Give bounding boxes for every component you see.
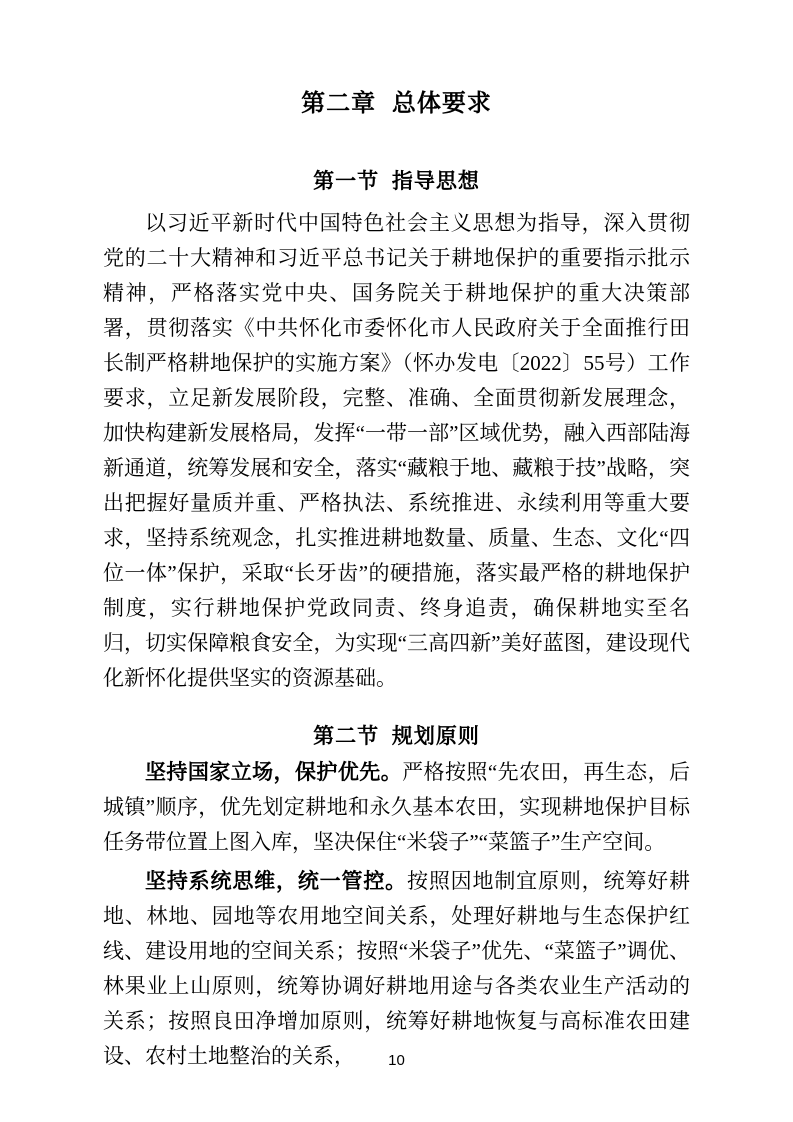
section-2-paragraph-2 [103,864,690,1074]
section-2-title: 第二节 规划原则 [313,725,480,748]
page-number: 10 [388,1052,405,1069]
paragraph-1-lead: 坚持国家立场，保护优先。 [145,761,403,784]
section-1-paragraph: 以习近平新时代中国特色社会主义思想为指导，深入贯彻党的二十大精神和习近平总书记关于耕地保护的重要指示批示精神，严格落实党中央、国务院关于耕地保护的重大决策部署，贯彻落实《中共怀化市委怀化市人民政府关于全面推行田长制严格耕地保护的实施方案》（怀办发电〔2022〕55号）工作要求，立足新发展阶段，完整、准确、全面贯彻新发展理念，加快构建新发展格局，发挥“一带一部”区域优势，融入西部陆海新通道，统筹发展和安全，落实“藏粮于地、藏粮于技”战略，突出把握好量质并重、严格执法、系统推进、永续利用等重大要求，坚持系统观念，扎实推进耕地数量、质量、生态、文化“四位一体”保护，采取“长牙齿”的硬措施，落实最严格的耕地保护制度，实行耕地保护党政同责、终身追责，确保耕地实至名归，切实保障粮食安全，为实现“三高四新”美好蓝图，建设现代化新怀化提供坚实的资源基础。 [103,211,690,690]
paragraph-1-text: 严格按照“先农田，再生态，后城镇”顺序，优先划定耕地和永久基本农田，实现耕地保护目标任务带位置上图入库，坚决保住“米袋子”“菜篮子”生产空间。 [103,760,690,854]
section-1-title: 第一节 指导思想 [313,170,480,193]
section-2-paragraph-1 [103,755,690,860]
chapter-title: 第二章 总体要求 [301,90,492,117]
paragraph-2-text: 按照因地制宜原则，统筹好耕地、林地、园地等农用地空间关系，处理好耕地与生态保护红线、建设用地的空间关系；按照“米袋子”优先、“菜篮子”调优、林果业上山原则，统筹协调好耕地用途与各类农业生产活动的关系；按照良田净增加原则，统筹好耕地恢复与高标准农田建设、农村土地整治的关系， [103,869,690,1068]
paragraph-2-lead: 坚持系统思维，统一管控。 [145,870,407,893]
